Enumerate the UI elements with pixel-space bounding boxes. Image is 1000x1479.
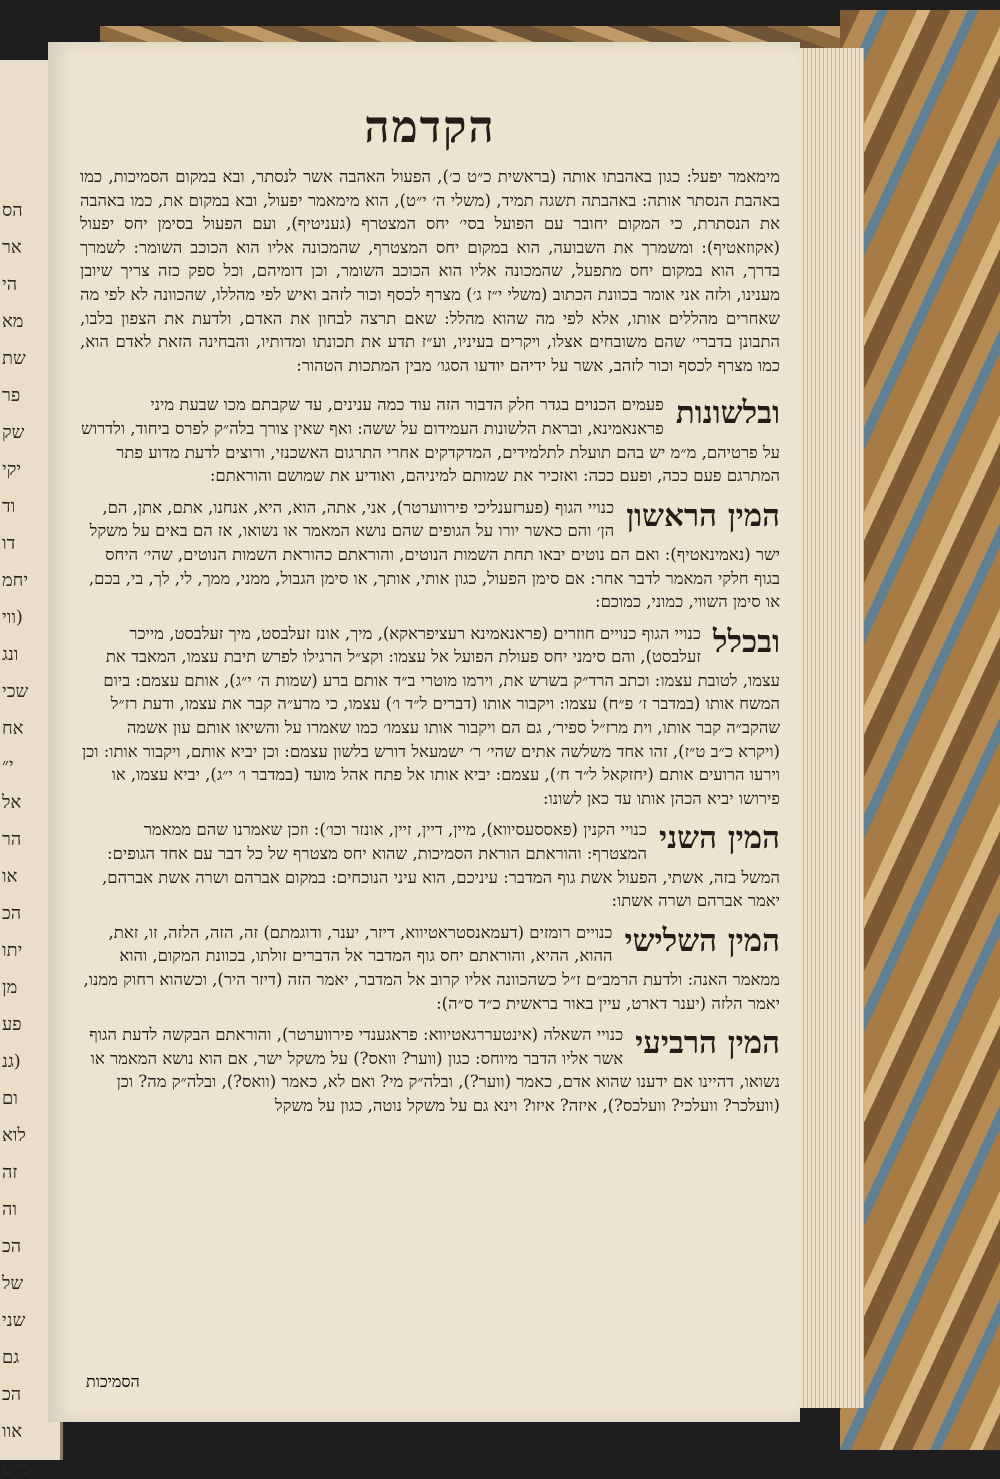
facing-page-text: לוא <box>2 1125 26 1146</box>
section-text: כנויי הקנין (פאססעסיווא), מיין, דיין, זיין, אונזר וכו׳): וזכן שאמרנו שהם ממאמר המצטרף: והוראתם הוראת הסמיכות, שהוא יחס מצטרף של כל דבר עם אחד הגופים: המשל בזה, אשתי, הפעול אשת גוף המדבר: עיניכם, הוא עיני הנוכחים: במקום אברהם ושרה אשת אברהם, יאמר אברהם ושרה אשתו: <box>102 820 780 911</box>
facing-page-text: הר <box>2 829 22 850</box>
facing-page-text: יקי <box>2 459 22 480</box>
section-text: כנויי הגוף כנויים חוזרים (פראנאמינא רעציפראקא), מיך, אונז זעלבסט, מיך זעלבסט, מייכר זעלבסט), והם סימני יחס פעולת הפועל אל עצמו: וקצ״ל הרגילו לפרש תיבת עצמו, המאבד את עצמו, לטובת עצמו: וכתב הרד״ק בשרש את, וירמו מוטרי ב״ד אותם ברע (שמות ה׳ י״ג), אותם עצמם: ביום המשח אותו (במדבר ז׳ פ״ח) עצמו: ויקבור אותו (דברים ל״ד ו׳) עצמו, כי מרע״ה קבר את עצמו, ודעת רז״ל שהקב״ה קבר אותו, וית מרז״ל ספיר׳, גם הם ויקבור אותו עצמו׳ כמו שאמרו על והשיאו אותם עון אשמה (ויקרא כ״ב ט״ז), זהו אחד משלשה אתים שהי׳ ר׳ ישמעאל דורש בלשון עצמם: וכן יביא אותם, ויקבור אותו: וכן וירעו הרועים אותם (יחזקאל ל״ד ח׳), עצמם: יביא אותו אל פתח אהל מועד (במדבר ו׳ י״ג), יביא עצמו, או פירושו יביא הכהן אותו עד כאן לשונו: <box>81 623 780 808</box>
facing-page-text: הכ <box>2 903 22 924</box>
facing-page-text: הכ <box>2 1236 22 1257</box>
facing-page-text: (ווי <box>2 607 23 628</box>
facing-page-text: וד <box>2 496 16 517</box>
facing-page-text: שת <box>2 348 26 369</box>
facing-page-text: שכי <box>2 681 29 702</box>
facing-page-text: י״ <box>2 755 14 776</box>
facing-page-text: אר <box>2 237 22 258</box>
section-heading: המין הראשון <box>626 497 780 534</box>
facing-page-text: גם <box>2 1347 20 1368</box>
section-text: פעמים הכנוים בגדר חלק הדבור הזה עוד כמה ענינים, עד שקבתם מכו שבעת מיני פראנאמינא, ובראת הלשונות העמידום על ששה: ואף שאין צורך בלה״ק לפרס ביחוד, ולדרוש על פרטיהם, מ״מ יש בהם תועלת לתלמידים, המדקדקים אחרי התרגום האשכנזי, ורוצים לדעת מדוע פתר המתרגם פעם ככה, ופעם ככה: ואזכיר את שמותם למיניהם, ואודיע את שמושם והוראתם: <box>81 395 780 486</box>
facing-page-text: יתו <box>2 940 23 961</box>
facing-page-text: של <box>2 1273 24 1294</box>
facing-page-text: פע <box>2 1014 22 1035</box>
facing-page-text: וה <box>2 1199 17 1220</box>
section-third-type <box>80 921 780 1015</box>
facing-page-text: זה <box>2 1162 18 1183</box>
section-general <box>80 622 780 811</box>
facing-page-text: הס <box>2 200 23 221</box>
facing-page-text: שני <box>2 1310 26 1331</box>
section-heading: המין השלישי <box>624 922 780 959</box>
facing-page-text: שק <box>2 422 25 443</box>
section-first-type <box>80 496 780 614</box>
intro-paragraph: מימאמר יפעל: כגון באהבתו אותה (בראשית כ״ט כ׳), הפעול האהבה אשר לנסתר, ובא במקום הסמיכות, כמו באהבת הנסתר אותה: באהבתה תשגה תמיד, (משלי ה׳ י״ט), הוא מימאמר יפעול, ובא במקום את, כמו באהבה את הנסתרת, כי המקום יחובר עם הפועל בסי׳ יחס המצטרף (געניטיף), ועם הפעול בסימן יחס יפעול (אקוזאטיף): ומשמרך את השבועה, הוא במקום יחס המצטרף, שהמכונה אליו הוא הכוכב השומר: לשמרך בדרך, הוא במקום יחס מתפעל, שהמכונה אליו הוא הכוכב השומר, וכן דומיהם, וכל ספק כזה צריך שיובן מענינו, ולזה אני אומר בכוונת הכתוב (משלי י״ז ג׳) מצרף לכסף וכור לזהב ואיש לפי מהללו, שהכוונה לא לפי מה שאחרים מהללים אותו, אלא לפי מה שהוא מהלל: שאם תרצה לבחון את האדם, ולדעת את הצפון בלבו, התבונן בדברי׳ שהם משובחים אצלו, ויקרים בעיניו, וע״ז תדע את תכונתו ומדותיו, והבחינה הזאת לאדם הוא, כמו מצרף לכסף וכור לזהב, אשר על ידיהם יודעו הסגו׳ מבין המתכות הטהור: <box>80 167 780 375</box>
page-content <box>80 102 780 1126</box>
section-text: כנויי השאלה (אינטעררגאטיווא: פראגענדי פירווערטר), והוראתם הבקשה לדעת הגוף אשר אליו הדבר מיוחס: כגון (ווער? וואס?) על משקל ישר, אם הוא נושא המאמר או נשואו, דהיינו אם ידענו שהוא אדם, כאמר (ווער?), ובלה״ק מי? ואם לא, כאמר (וואס?), ובלה״ק מה? וכן (וועלכר? וועלכי? וועלכס?), איזה? איזו? וינא גם על משקל נוטה, כגון על משקל <box>89 1025 780 1115</box>
facing-page-text: דו <box>2 533 16 554</box>
facing-page-text: יחמ <box>2 570 29 591</box>
page-edges <box>790 48 864 1408</box>
catchword: הסמיכות <box>86 1372 140 1391</box>
section-heading: ובכלל <box>712 623 780 660</box>
section-first-word <box>80 393 780 487</box>
book-page <box>48 42 800 1422</box>
section-heading: המין השני <box>658 820 780 857</box>
book-cover-right <box>840 10 1000 1450</box>
facing-page-text: או <box>2 866 18 887</box>
page-title: הקדמה <box>364 102 496 153</box>
facing-page-text: פר <box>2 385 21 406</box>
facing-page-text: הי <box>2 274 18 295</box>
facing-page-text: אח <box>2 718 24 739</box>
section-second-type <box>80 818 780 912</box>
facing-page-text: אל <box>2 792 22 813</box>
facing-page-text: (גנ <box>2 1051 21 1072</box>
facing-page-text: ונג <box>2 644 19 665</box>
section-text: כנויי הגוף (פערזענליכי פירווערטר), אני, אתה, הוא, היא, אנחנו, אתם, אתן, הם, הן׳ והם כאשר יורו על הגופים שהם נושא המאמר או נשואו, אז הם באים על משקל ישר (נאמינאטיף): ואם הם נוטים יבאו תחת השמות הנוטים, והוראתם כהוראת השמות הנוטים, שהי׳ היחס בגוף חלקי המאמר לדבר אחר: אם סימן הפעול, כגון אותי, אותך, או סימן הגבול, ממני, ממך, לי, לך, בי, בכם, או סימן השווי, כמוני, כמוכם: <box>88 497 780 612</box>
section-fourth-type <box>80 1023 780 1117</box>
facing-page-text: מן <box>2 977 18 998</box>
section-heading: המין הרביעי <box>635 1025 780 1062</box>
facing-page-text: מא <box>2 311 24 332</box>
facing-page-text: ום <box>2 1088 18 1109</box>
facing-page-text: אוו <box>2 1421 23 1442</box>
section-heading: ובלשונות <box>675 395 780 432</box>
facing-page-text: הכ <box>2 1384 22 1405</box>
facing-page-text: מ״ע <box>2 1458 30 1479</box>
section-text: כנויים רומזים (דעמאנסטראטיווא, דיזר, יענר, ודוגמתם) זה, הזה, הלזה, זו, זאת, ההוא, ההיא, והוראתם יחס גוף המדבר אל הדברים זולתו, בכוונת המקום, והוא ממאמר האנה: ולדעת הרמב״ם ז״ל כשהכוונה אליו קרוב אל המדבר, יאמר הזה (דיזר היר), וכשהוא רחוק ממנו, יאמר הלזה (יענר דארט, עיין באור בראשית כ״ד ס״ה): <box>83 922 780 1013</box>
